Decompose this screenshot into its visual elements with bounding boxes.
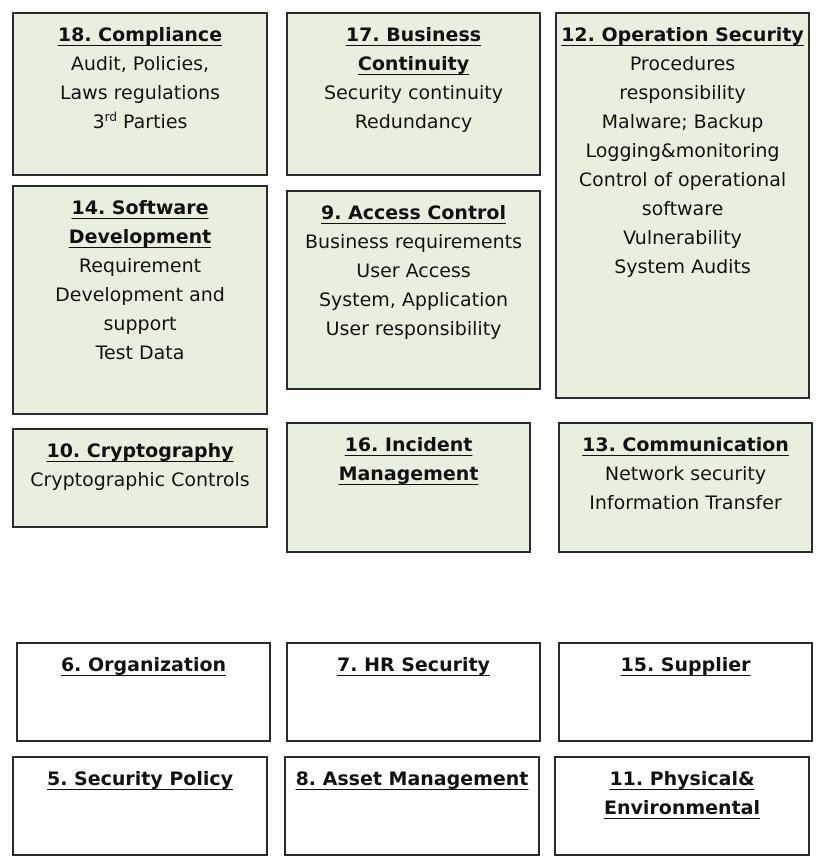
cryptography-item: Cryptographic Controls <box>30 469 250 491</box>
business-continuity-item: Security continuity <box>324 82 503 104</box>
communication-title: 13. Communication <box>582 434 789 456</box>
operation-security-box <box>555 12 810 399</box>
software-development-item: Requirement <box>78 255 202 277</box>
supplier-title: 15. Supplier <box>620 654 751 676</box>
cryptography-title: 10. Cryptography <box>46 440 234 462</box>
business-continuity-title: 17. Business <box>345 24 482 46</box>
operation-security-item: Procedures <box>629 53 736 75</box>
access-control-item: User responsibility <box>325 318 502 340</box>
compliance-item: Laws regulations <box>59 82 221 104</box>
hr-security-box <box>286 642 541 742</box>
communication-item: Network security <box>604 463 767 485</box>
supplier-box <box>558 642 813 742</box>
compliance-item: Audit, Policies, <box>70 53 210 75</box>
organization-title: 6. Organization <box>60 654 227 676</box>
operation-security-item: Control of operational <box>578 169 787 191</box>
software-development-box <box>12 185 268 415</box>
operation-security-item: Malware; Backup <box>601 111 764 133</box>
communication-box <box>558 422 813 553</box>
compliance-item-parties: 3rd Parties <box>92 110 188 133</box>
incident-management-box <box>286 422 531 553</box>
incident-management-title: Management <box>338 463 479 485</box>
business-continuity-box <box>286 12 541 176</box>
access-control-box <box>286 190 541 390</box>
access-control-title: 9. Access Control <box>321 202 506 224</box>
cryptography-box <box>12 428 268 528</box>
operation-security-item: responsibility <box>619 82 746 104</box>
operation-security-item: Logging&monitoring <box>585 140 780 162</box>
operation-security-title: 12. Operation Security <box>561 24 804 46</box>
business-continuity-item: Redundancy <box>354 111 473 133</box>
business-continuity-title: Continuity <box>357 53 470 75</box>
incident-management-title: 16. Incident <box>344 434 473 456</box>
hr-security-title: 7. HR Security <box>337 654 490 676</box>
security-policy-title: 5. Security Policy <box>46 768 234 790</box>
operation-security-item: software <box>641 198 724 220</box>
physical-environmental-box <box>554 756 810 856</box>
security-policy-box <box>12 756 268 856</box>
compliance-box <box>12 12 268 176</box>
asset-management-title: 8. Asset Management <box>295 768 529 790</box>
access-control-item: User Access <box>356 260 471 282</box>
access-control-item: System, Application <box>318 289 509 311</box>
software-development-item: support <box>103 313 177 335</box>
software-development-item: Development and <box>55 284 225 306</box>
operation-security-item: System Audits <box>614 256 751 278</box>
physical-environmental-title: Environmental <box>604 797 760 819</box>
asset-management-box <box>284 756 540 856</box>
communication-item: Information Transfer <box>589 492 782 514</box>
software-development-item: Test Data <box>95 342 185 364</box>
software-development-title: Development <box>68 226 212 248</box>
compliance-title: 18. Compliance <box>57 24 223 46</box>
software-development-title: 14. Software <box>71 197 209 219</box>
physical-environmental-title: 11. Physical& <box>609 768 755 790</box>
operation-security-item: Vulnerability <box>623 227 742 249</box>
access-control-item: Business requirements <box>305 231 522 253</box>
organization-box <box>16 642 271 742</box>
